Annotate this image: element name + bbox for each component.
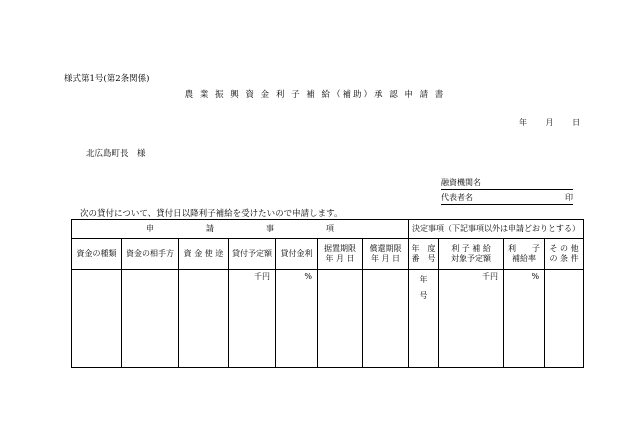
unit-number: 号	[419, 291, 428, 300]
fund-type-cell[interactable]	[72, 270, 122, 368]
col-interest-label: 利 子	[508, 244, 541, 253]
col-deferment-label: 据置期限	[324, 244, 356, 253]
repayment-cell[interactable]	[363, 270, 409, 368]
col-conditions-label: の 条 件	[549, 254, 579, 263]
fund-use-cell[interactable]	[179, 270, 229, 368]
col-repayment-date: 年 月 日	[370, 254, 401, 263]
subsidy-target-cell[interactable]	[439, 270, 504, 368]
col-year-label: 年 度	[411, 244, 436, 253]
col-other-label: そ の 他	[549, 244, 579, 253]
representative-label: 代表者名	[441, 193, 473, 202]
application-table	[71, 219, 584, 368]
col-target-label: 対象予定額	[451, 254, 492, 263]
seal-mark: 印	[565, 193, 573, 202]
col-deferment-date: 年 月 日	[325, 254, 355, 263]
apply-header-char: 請	[206, 224, 215, 233]
addressee: 北広島町長 様	[86, 149, 146, 159]
representative-name-field[interactable]	[441, 192, 573, 205]
col-repayment-label: 償還期限	[369, 244, 402, 253]
col-other-conditions	[545, 239, 584, 270]
col-repayment-deadline	[363, 239, 409, 270]
form-number: 様式第1号(第2条関係)	[64, 74, 150, 84]
decision-items-header: 決定事項（下記事項以外は申請どおりとする）	[409, 220, 584, 239]
document-title: 農 業 振 興 資 金 利 子 補 給（補助）承 認 申 請 書	[184, 90, 446, 100]
col-subsidy-rate	[504, 239, 545, 270]
date-line	[519, 117, 580, 128]
date-year: 年	[519, 118, 527, 127]
col-rate-label: 補給率	[512, 254, 537, 263]
unit-percent: %	[304, 272, 312, 281]
entry-row	[72, 270, 584, 368]
col-loan-amount: 貸付予定額	[229, 239, 276, 270]
col-number-label: 番 号	[411, 254, 436, 263]
deferment-cell[interactable]	[318, 270, 363, 368]
counterparty-cell[interactable]	[122, 270, 179, 368]
col-loan-rate: 貸付金利	[276, 239, 318, 270]
other-conditions-cell[interactable]	[545, 270, 584, 368]
loan-amount-cell[interactable]	[229, 270, 276, 368]
unit-thousand-yen: 千円	[254, 272, 270, 281]
apply-items-header	[72, 220, 409, 239]
col-fund-type: 資金の種類	[72, 239, 122, 270]
apply-header-char: 申	[146, 224, 155, 233]
col-deferment-deadline	[318, 239, 363, 270]
col-subsidy-target	[439, 239, 504, 270]
col-subsidy-label: 利 子 補 給	[451, 244, 491, 253]
apply-header-char: 項	[326, 224, 335, 233]
apply-header-char: 事	[266, 224, 275, 233]
unit-percent: %	[531, 272, 540, 281]
lender-name-field[interactable]	[441, 177, 573, 190]
col-year-number	[409, 239, 439, 270]
col-counterparty: 資金の相手方	[122, 239, 179, 270]
unit-year: 年	[419, 275, 428, 284]
col-fund-use: 資 金 使 途	[179, 239, 229, 270]
loan-rate-cell[interactable]	[276, 270, 318, 368]
date-day: 日	[572, 118, 581, 127]
intro-text: 次の貸付について、貸付日以降利子補給を受けたいので申請します。	[80, 209, 343, 219]
subsidy-rate-cell[interactable]	[504, 270, 545, 368]
lender-name-label: 融資機関名	[441, 178, 481, 187]
unit-thousand-yen: 千円	[482, 272, 499, 281]
year-number-cell[interactable]	[409, 270, 439, 368]
date-month: 月	[545, 118, 554, 127]
header-row-1	[72, 220, 584, 239]
header-row-2	[72, 239, 584, 270]
